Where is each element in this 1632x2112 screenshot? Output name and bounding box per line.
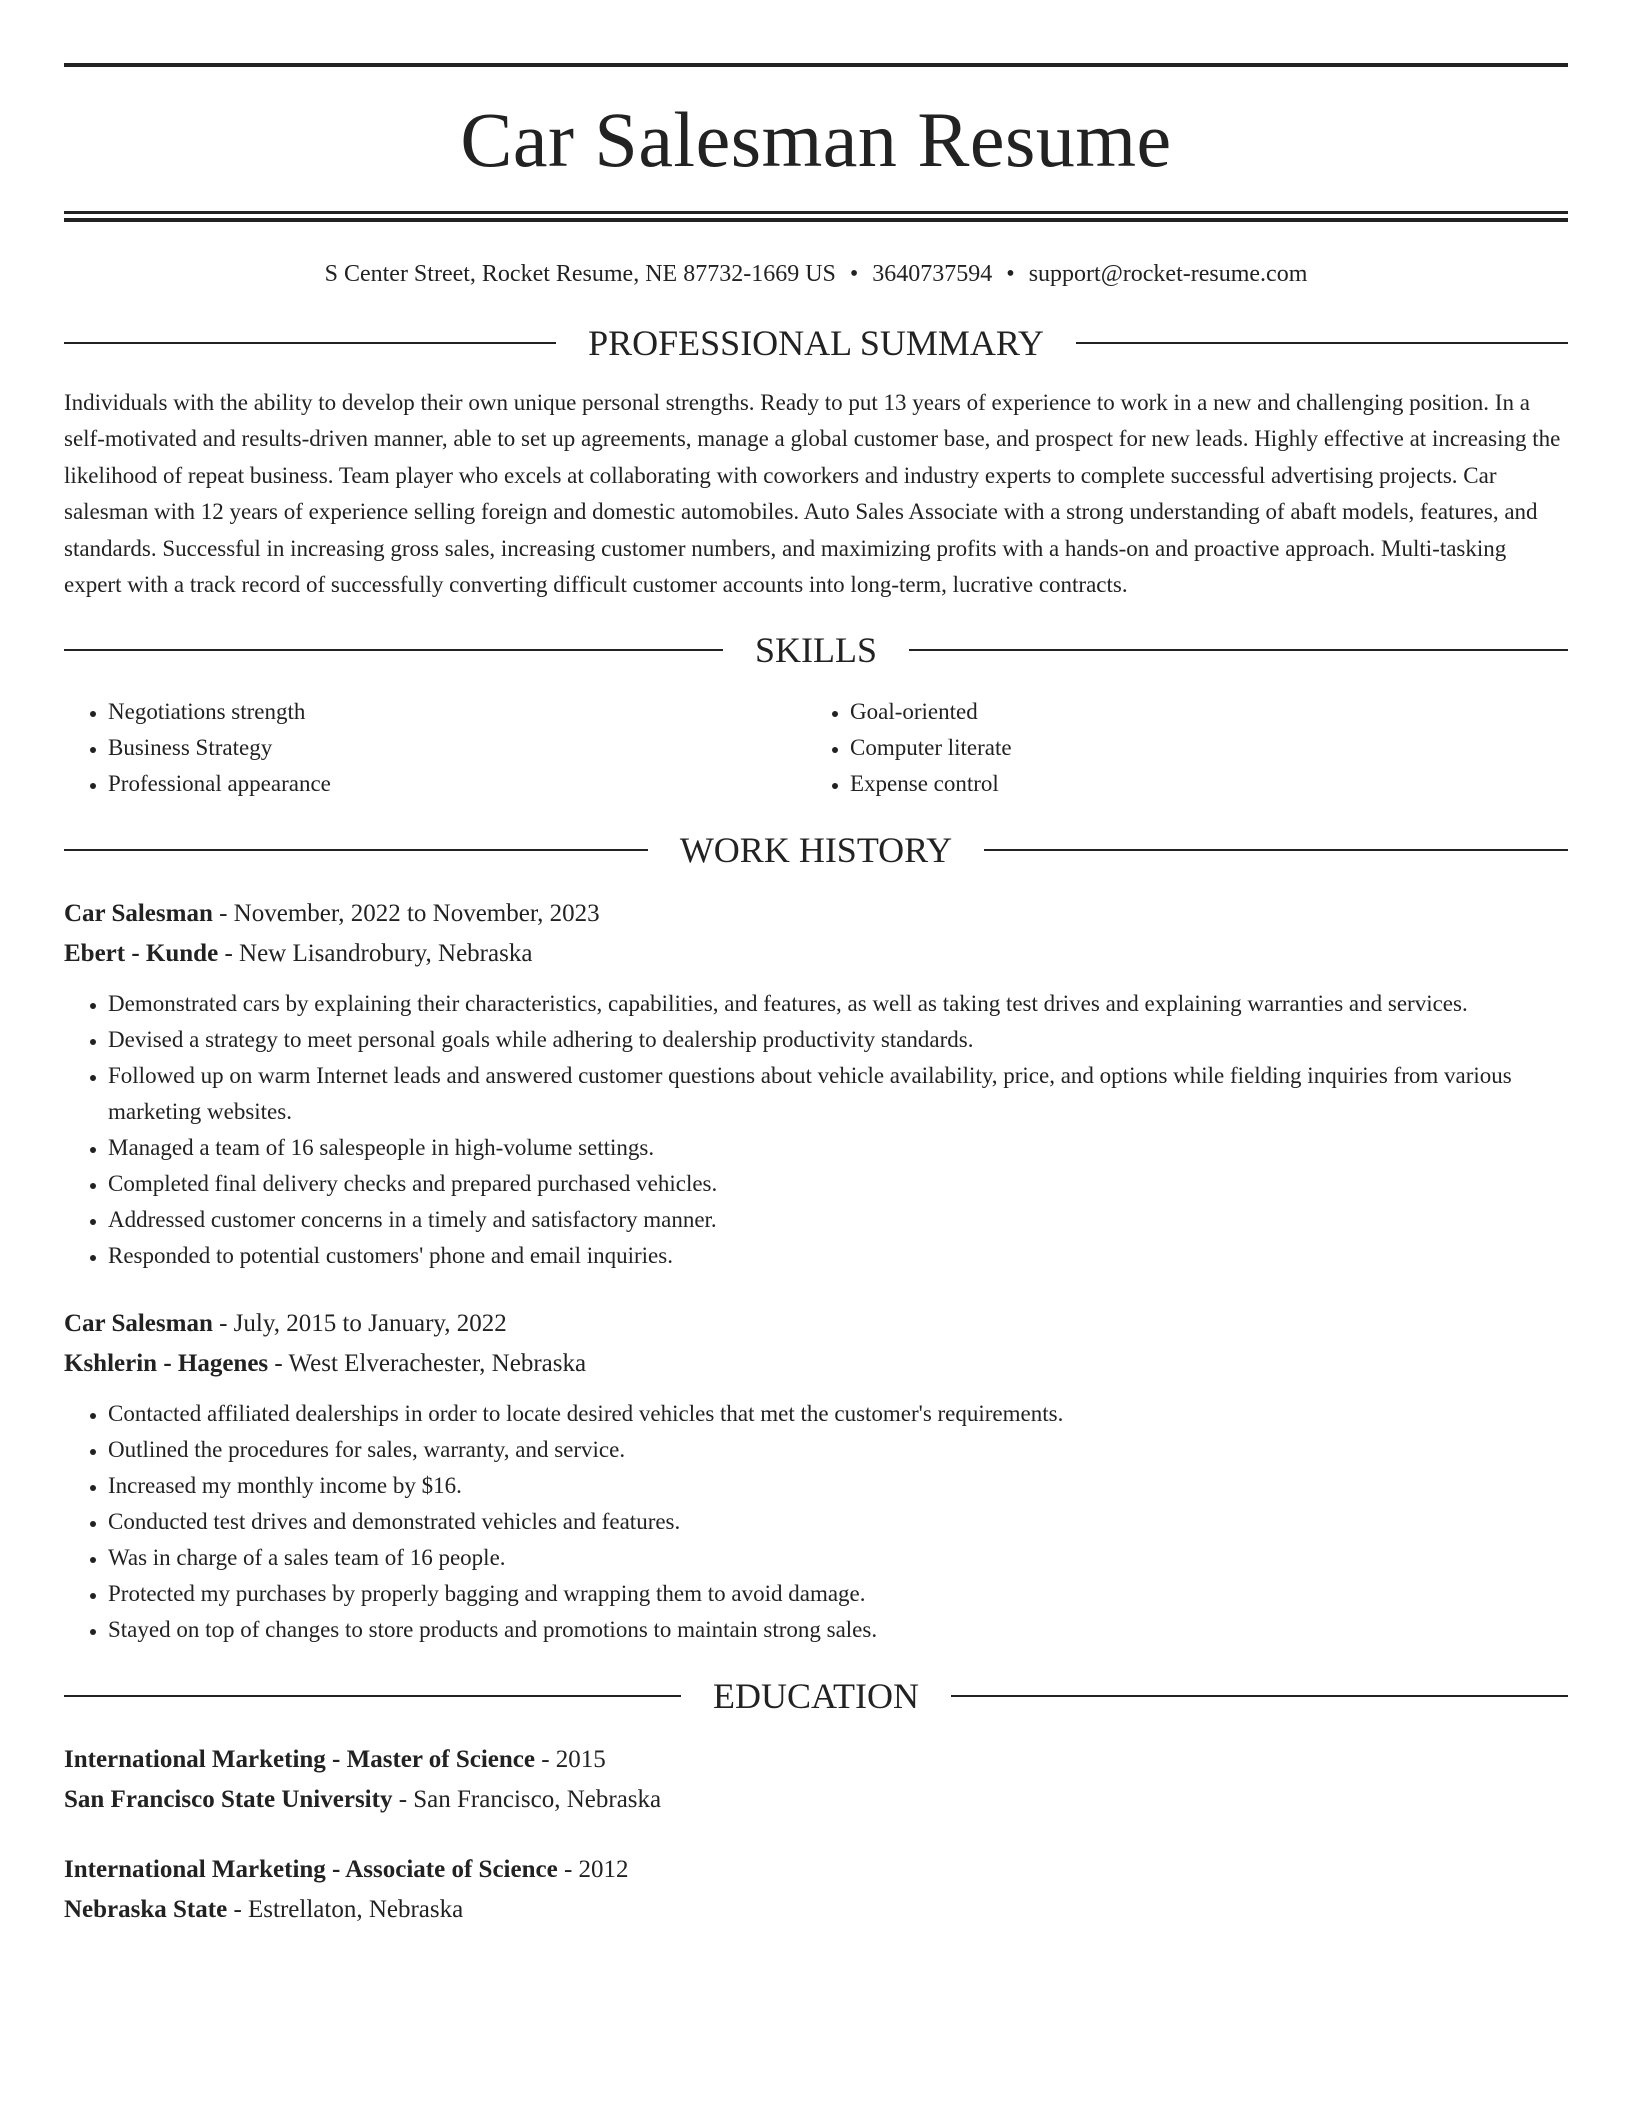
skills-heading (64, 629, 1568, 670)
education-heading-label: EDUCATION (713, 1675, 919, 1716)
education-school: Nebraska State (64, 1895, 228, 1923)
job-bullet: • Contacted affiliated dealerships in order to locate desired vehicles that met the customer's requirements. (108, 1396, 1568, 1432)
contact-phone[interactable]: 3640737594 (872, 261, 993, 287)
education-school-line (64, 1890, 1568, 1930)
job-title-line (64, 894, 1568, 934)
education-year: - 2012 (557, 1855, 629, 1883)
job-bullet: • Stayed on top of changes to store products and promotions to maintain strong sales. (108, 1612, 1568, 1648)
job-bullet: • Outlined the procedures for sales, warranty, and service. (108, 1432, 1568, 1468)
summary-heading-label: PROFESSIONAL SUMMARY (588, 322, 1044, 363)
resume-title: Car Salesman Resume (460, 96, 1172, 183)
education-degree: International Marketing - Master of Science (64, 1745, 535, 1773)
job-company-line (64, 934, 1568, 974)
job-dates: - July, 2015 to January, 2022 (212, 1309, 507, 1337)
job-location: - West Elverachester, Nebraska (268, 1349, 587, 1377)
skill-item: • Negotiations strength (108, 694, 806, 730)
skill-item: • Goal-oriented (850, 694, 1548, 730)
education-entry (64, 1850, 1568, 1930)
job-location: - New Lisandrobury, Nebraska (218, 939, 533, 967)
contact-line (64, 260, 1568, 289)
education-entry (64, 1740, 1568, 1820)
education-degree: International Marketing - Associate of Science (64, 1855, 558, 1883)
contact-address: S Center Street, Rocket Resume, NE 87732-1669 US (324, 261, 836, 287)
job-bullet: • Conducted test drives and demonstrated vehicles and features. (108, 1504, 1568, 1540)
education-year: - 2015 (534, 1745, 606, 1773)
contact-email[interactable]: support@rocket-resume.com (1028, 261, 1308, 287)
skill-item: • Professional appearance (108, 766, 806, 802)
contact-separator: • (1006, 261, 1015, 287)
job-company: Kshlerin - Hagenes (64, 1349, 269, 1377)
job-bullet: • Was in charge of a sales team of 16 people. (108, 1540, 1568, 1576)
job-bullet: • Managed a team of 16 salespeople in high-volume settings. (108, 1130, 1568, 1166)
contact-separator: • (849, 261, 859, 287)
skill-item: • Computer literate (850, 730, 1548, 766)
heading-rule (64, 342, 556, 344)
work-heading-label: WORK HISTORY (679, 829, 953, 870)
heading-rule (64, 649, 723, 651)
heading-rule (1076, 342, 1568, 344)
summary-heading (64, 322, 1568, 363)
job-dates: - November, 2022 to November, 2023 (212, 899, 600, 927)
job-bullet: • Protected my purchases by properly bagging and wrapping them to avoid damage. (108, 1576, 1568, 1612)
heading-rule (64, 1695, 681, 1697)
heading-rule (909, 649, 1568, 651)
job-bullet: • Followed up on warm Internet leads and answered customer questions about vehicle availability, price, and options while fielding inquiries from various marketing websites. (108, 1058, 1568, 1130)
job-bullet: • Addressed customer concerns in a timely and satisfactory manner. (108, 1202, 1568, 1238)
heading-rule (984, 849, 1568, 851)
job-bullets (64, 986, 1568, 1274)
education-degree-line (64, 1740, 1568, 1780)
summary-text: Individuals with the ability to develop their own unique personal strengths. Ready to put 13 years of experience to work in a new and challenging position. In a self-motivated and results-driven manner, able to set up agreements, manage a global customer base, and prospect for new leads. Highly effective at increasing the likelihood of repeat business. Team player who excels at collaborating with coworkers and industry experts to complete successful advertising projects. Car salesman with 12 years of experience selling foreign and domestic automobiles. Auto Sales Associate with a strong understanding of abaft models, features, and standards. Successful in increasing gross sales, increasing customer numbers, and maximizing profits with a hands-on and proactive approach. Multi-tasking expert with a track record of successfully converting difficult customer accounts into long-term, lucrative contracts. (64, 389, 1561, 598)
job-bullet: • Devised a strategy to meet personal goals while adhering to dealership productivity standards. (108, 1022, 1568, 1058)
job-title: Car Salesman (64, 1309, 213, 1337)
skills-column-left (64, 694, 806, 802)
work-heading (64, 829, 1568, 870)
job-entry (64, 894, 1568, 1274)
top-rule (64, 63, 1568, 67)
skills-heading-label: SKILLS (755, 629, 878, 670)
heading-rule (951, 1695, 1568, 1697)
skill-item: • Expense control (850, 766, 1548, 802)
education-heading (64, 1675, 1568, 1716)
education-school: San Francisco State University (64, 1785, 393, 1813)
job-bullet: • Completed final delivery checks and prepared purchased vehicles. (108, 1166, 1568, 1202)
job-bullets (64, 1396, 1568, 1648)
job-company-line (64, 1344, 1568, 1384)
skills-column-right (806, 694, 1548, 802)
job-title-line (64, 1304, 1568, 1344)
title-double-rule (64, 211, 1568, 222)
job-bullet: • Responded to potential customers' phone and email inquiries. (108, 1238, 1568, 1274)
skills-list (64, 694, 1568, 802)
education-degree-line (64, 1850, 1568, 1890)
job-entry (64, 1304, 1568, 1648)
job-company: Ebert - Kunde (64, 939, 219, 967)
education-location: - Estrellaton, Nebraska (227, 1895, 464, 1923)
job-bullet: • Increased my monthly income by $16. (108, 1468, 1568, 1504)
job-title: Car Salesman (64, 899, 213, 927)
heading-rule (64, 849, 648, 851)
education-location: - San Francisco, Nebraska (392, 1785, 662, 1813)
job-bullet: • Demonstrated cars by explaining their characteristics, capabilities, and features, as well as taking test drives and explaining warranties and services. (108, 986, 1568, 1022)
education-school-line (64, 1780, 1568, 1820)
skill-item: • Business Strategy (108, 730, 806, 766)
